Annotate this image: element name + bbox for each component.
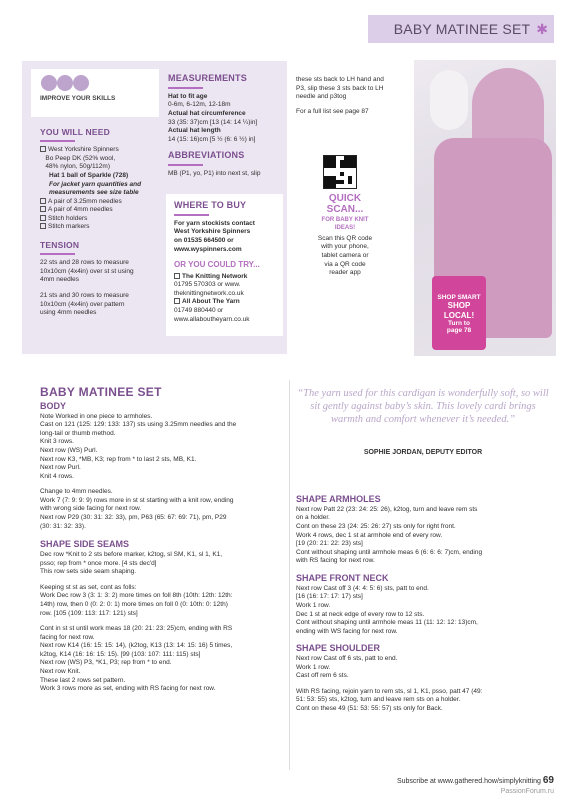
circ-label: Actual hat circumference: [168, 110, 246, 118]
measure-title: MEASUREMENTS: [168, 73, 247, 83]
editor-quote: “The yarn used for this cardigan is wonderfully soft, so will sit gently against baby’s skin. This lovely cardi brings warmth and comfort whenever it’s needed.”: [297, 388, 549, 426]
need-item: Stitch holders: [40, 215, 158, 224]
armholes-title: SHAPE ARMHOLES: [296, 494, 381, 504]
side-lines: Dec row *Knit to 2 sts before marker, k2tog, sl SM, K1, sl 1, K1, psso; rep from * once more. [4 sts dec'd] This row sets side seam shaping. Keeping st st as set, cont as folls: Work Dec row 3 (3: 1: 3: 2) more times on foll 8th (10th: 12th: 12th: 14th) row, then 0 (0: 2: 0: 1) more times on foll 0 (0: 10th: 0: 12th) row. [105 (109: 113: 117: 121) sts] Cont in st st until work meas 18 (20: 21: 23: 25)cm, ending with RS facing for next row. Next row K14 (16: 15: 15: 14), (k2tog, K13 (13: 14: 15: 16) 5 times, k2tog, K14 (16: 16: 15: 15). [99 (103: 107: 111: 115) sts] Next row (WS) P3, *K1, P3; rep from * to end. Next row Knit. These last 2 rows set pattern. Work 3 rows more as set, ending with RS facing for next row.: [40, 551, 233, 693]
shoulder-title: SHAPE SHOULDER: [296, 643, 381, 654]
need-hat: Hat 1 ball of Sparkle (728): [49, 171, 129, 179]
shop-local-tag[interactable]: SHOP SMART SHOP LOCAL! Turn to page 78: [432, 276, 486, 350]
subscribe-link[interactable]: Subscribe at www.gathered.how/simplyknitting: [396, 778, 541, 785]
need-title: YOU WILL NEED: [40, 127, 110, 137]
fit-label: Hat to fit age: [168, 92, 208, 100]
body-title: BODY: [40, 400, 67, 411]
star-icon: ✱: [536, 20, 548, 37]
quote-author: SOPHIE JORDAN, DEPUTY EDITOR: [363, 449, 483, 456]
need-item: Stitch markers: [40, 223, 158, 232]
where-to-buy-box: [166, 194, 283, 336]
fit-value: 0-6m, 6-12m, 12-18m: [168, 101, 231, 109]
abbr-title: ABBREVIATIONS: [168, 150, 245, 161]
need-note: For jacket yarn quantities and measurements see size table: [49, 180, 142, 197]
column-divider: [289, 380, 290, 770]
materials-column: [40, 127, 158, 318]
section-title: BABY MATINEE SET: [393, 20, 531, 37]
footer: [397, 774, 554, 787]
side-seams-title: SHAPE SIDE SEAMS: [40, 539, 130, 550]
need-item: A pair of 3.25mm needles: [40, 198, 158, 207]
supplier-2: All About The Yarn 01749 880440 or www.allaboutheyarn.co.uk: [174, 298, 250, 323]
page-ref: For a full list see page 87: [296, 107, 369, 115]
abbr-text: MB (P1, yo, P1) into next st, slip: [168, 170, 261, 178]
product-photo: [414, 60, 556, 356]
circ-value: 33 (35: 37)cm [13 (14: 14 ¼)in]: [168, 118, 258, 126]
ours-title: OR YOU COULD TRY...: [174, 260, 260, 270]
pattern-lines: Cast on 121 (125: 129: 133: 137) sts using 3.25mm needles and the long-tail or thumb method. Knit 3 rows. Next row (WS) Purl. Next row K3, *MB, K3; rep from * to last 2 sts, MB, K1. Next row Purl. Knit 4 rows. Change to 4mm needles. Work 7 (7: 9: 9: 9) rows more in st st starting with a knit row, ending with wrong side facing for next row. Next row P29 (30: 31: 32: 33), pm, P63 (65: 67: 69: 71), pm, P29 (30: 31: 32: 33).: [40, 421, 237, 530]
section-header: [368, 15, 554, 43]
need-item: West Yorkshire Spinners Bo Peep DK (52% wool, 48% nylon, 50g/112m): [40, 146, 158, 172]
right-pattern-column: SHAPE ARMHOLES Next row Patt 22 (23: 24: 25: 26), k2tog, turn and leave rem sts on a holder. Cont on these 23 (24: 25: 26: 27) sts only for right front. Work 4 rows, dec 1 st at armhole end of every row. [19 (20: 21: 22: 23) sts] Cont without shaping until armhole meas 6 (6: 6: 6: 7)cm, ending with RS facing for next row. SHAPE FRONT NECK Next row Cast off 3 (4: 4: 5: 6) sts, patt to end. [16 (16: 17: 17: 17) sts] Work 1 row. Dec 1 st at neck edge of every row to 12 sts. Cont without shaping until armhole meas 11 (11: 12: 12: 13)cm, ending with WS facing for next row. SHAPE SHOULDER Next row Cast off 6 sts, patt to end. Work 1 row. Cast off rem 6 sts. With RS facing, rejoin yarn to rem sts, sl 1, K1, psso, patt 47 (49: 51: 53: 55) sts, k2tog, turn and leave rem sts on a holder. Cont on these 49 (51: 53: 55: 57) sts only for Back.: [296, 494, 552, 714]
quick-scan: QUICK SCAN... FOR BABY KNIT IDEAS! Scan this QR code with your phone, tablet camera or via a QR code reader app: [317, 193, 373, 277]
note: Note Worked in one piece to armholes.: [40, 412, 153, 420]
watermark: PassionForum.ru: [500, 788, 554, 795]
buy-title: WHERE TO BUY: [174, 200, 247, 210]
page-number: 69: [542, 775, 554, 786]
tension-title: TENSION: [40, 240, 80, 250]
skill-box: [31, 69, 159, 117]
buy-text: For yarn stockists contact West Yorkshire Spinners on 01535 664500 or www.wyspinners.com: [174, 219, 255, 253]
tension-text: 22 sts and 28 rows to measure 10x10cm (4x4in) over st st using 4mm needles 21 sts and 30 rows to measure 10x10cm (4x4in) over pattern using 4mm needles: [40, 259, 134, 317]
measure-column: [168, 73, 286, 179]
len-label: Actual hat length: [168, 127, 221, 135]
bunny-toy: [430, 70, 468, 130]
need-item: A pair of 4mm needles: [40, 206, 158, 215]
len-value: 14 (15: 16)cm [5 ½ (6: 6 ½) in]: [168, 135, 256, 143]
supplier-1: The Knitting Network 01795 570303 or www. theknittingnetwork.co.uk: [174, 272, 248, 297]
skill-label: IMPROVE YOUR SKILLS: [40, 95, 116, 102]
continued-text: these sts back to LH hand and P3, slip these 3 sts back to LH needle and p3tog For a full list see page 87: [296, 76, 411, 116]
neck-title: SHAPE FRONT NECK: [296, 572, 389, 583]
qr-code-icon[interactable]: [323, 155, 357, 189]
pattern-column: [40, 385, 282, 694]
pattern-title: BABY MATINEE SET: [40, 385, 162, 399]
